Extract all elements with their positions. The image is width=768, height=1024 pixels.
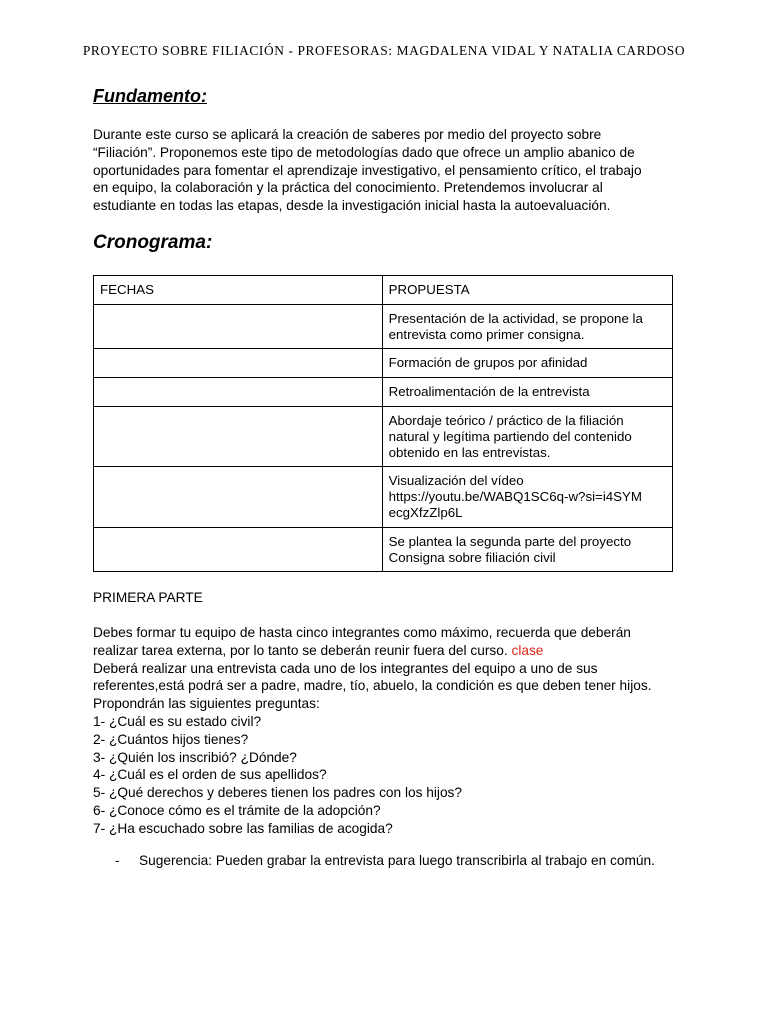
propuesta-cell xyxy=(382,304,672,349)
propuesta-cell xyxy=(382,349,672,378)
fecha-cell xyxy=(94,467,383,527)
sugerencia-text: Sugerencia: Pueden grabar la entrevista para luego transcribirla al trabajo en común. xyxy=(139,853,655,868)
table-row xyxy=(94,304,673,349)
interview-paragraph xyxy=(93,660,693,713)
cronograma-table xyxy=(93,275,673,572)
fecha-cell xyxy=(94,378,383,407)
table-row xyxy=(94,527,673,572)
fundamento-line: estudiante en todas las etapas, desde la investigación inicial hasta la autoevaluación. xyxy=(93,198,611,214)
fecha-cell xyxy=(94,304,383,349)
propuesta-line: Presentación de la actividad, se propone la xyxy=(388,310,643,326)
table-row xyxy=(94,406,673,466)
propuesta-cell xyxy=(382,467,672,527)
table-header-row xyxy=(94,276,673,305)
header-propuesta: PROPUESTA xyxy=(382,276,672,305)
header-fechas: FECHAS xyxy=(94,276,383,305)
interview-line: Deberá realizar una entrevista cada uno de los integrantes del equipo a uno de sus xyxy=(93,660,598,676)
fecha-cell xyxy=(94,349,383,378)
question-item: 2- ¿Cuántos hijos tienes? xyxy=(93,731,249,747)
propuesta-cell xyxy=(382,406,672,466)
propuesta-line: natural y legítima partiendo del contenido xyxy=(388,428,632,444)
propuesta-line: Consigna sobre filiación civil xyxy=(388,549,556,565)
fundamento-paragraph xyxy=(93,126,683,215)
primera-parte-body xyxy=(93,624,693,838)
cronograma-heading: Cronograma: xyxy=(93,232,213,253)
propuesta-line: Retroalimentación de la entrevista xyxy=(388,384,590,400)
question-item: 5- ¿Qué derechos y deberes tienen los padres con los hijos? xyxy=(93,785,463,801)
highlighted-word: clase xyxy=(511,642,544,658)
question-item: 7- ¿Ha escuchado sobre las familias de acogida? xyxy=(93,820,393,836)
table-row xyxy=(94,467,673,527)
question-item: 3- ¿Quién los inscribió? ¿Dónde? xyxy=(93,749,297,765)
interview-line: referentes,está podrá ser a padre, madre, tío, abuelo, la condición es que deben tener hijos. xyxy=(93,678,652,694)
propuesta-line: obtenido en las entrevistas. xyxy=(388,444,551,460)
question-item: 4- ¿Cuál es el orden de sus apellidos? xyxy=(93,767,327,783)
propuesta-line: Visualización del vídeo xyxy=(388,473,524,489)
video-link-continued[interactable]: ecgXfzZlp6L xyxy=(388,504,463,520)
fundamento-line: “Filiación”. Proponemos este tipo de metodologías dado que ofrece un amplio abanico de xyxy=(93,144,635,160)
bullet-dash: - xyxy=(115,853,120,868)
table-row xyxy=(94,349,673,378)
propuesta-line: Se plantea la segunda parte del proyecto xyxy=(388,533,632,549)
fundamento-line: Durante este curso se aplicará la creación de saberes por medio del proyecto sobre xyxy=(93,127,602,142)
fecha-cell xyxy=(94,406,383,466)
instructions-paragraph xyxy=(93,624,693,660)
propuesta-cell xyxy=(382,378,672,407)
interview-line: Propondrán las siguientes preguntas: xyxy=(93,696,320,712)
instructions-line: realizar tarea externa, por lo tanto se deberán reunir fuera del curso. xyxy=(93,642,512,658)
table-row xyxy=(94,378,673,407)
propuesta-line: Abordaje teórico / práctico de la filiación xyxy=(388,412,624,428)
questions-list xyxy=(93,713,693,838)
instructions-line: Debes formar tu equipo de hasta cinco integrantes como máximo, recuerda que deberán xyxy=(93,625,631,640)
propuesta-line: entrevista como primer consigna. xyxy=(388,326,585,342)
propuesta-line: Formación de grupos por afinidad xyxy=(388,355,588,371)
document-header: PROYECTO SOBRE FILIACIÓN - PROFESORAS: MAGDALENA VIDAL Y NATALIA CARDOSO xyxy=(82,43,686,58)
fundamento-line: en equipo, la colaboración y la práctica del conocimiento. Pretendemos involucrar al xyxy=(93,180,603,196)
video-link[interactable]: https://youtu.be/WABQ1SC6q-w?si=i4SYM xyxy=(388,489,642,505)
question-item: 6- ¿Conoce cómo es el trámite de la adopción? xyxy=(93,802,381,818)
propuesta-cell xyxy=(382,527,672,572)
question-item: 1- ¿Cuál es su estado civil? xyxy=(93,713,262,729)
fundamento-line: oportunidades para fomentar el aprendizaje investigativo, el pensamiento crítico, el trabajo xyxy=(93,162,642,178)
fundamento-heading: Fundamento: xyxy=(93,86,207,106)
fecha-cell xyxy=(94,527,383,572)
primera-parte-heading: PRIMERA PARTE xyxy=(93,590,203,605)
sugerencia-bullet-item xyxy=(115,853,655,868)
